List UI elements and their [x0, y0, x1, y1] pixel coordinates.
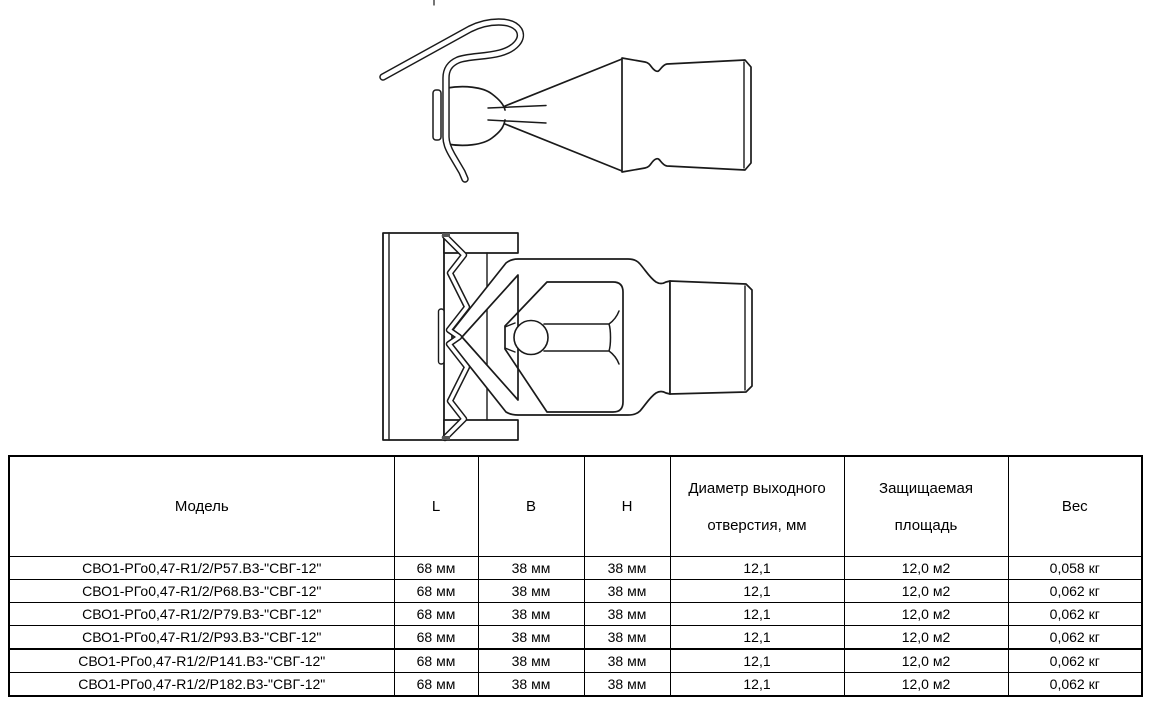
column-header-b: [478, 456, 584, 557]
column-header-area: [844, 456, 1008, 557]
column-header-h: [584, 456, 670, 557]
cell-weight: 0,058 кг: [1008, 557, 1142, 580]
ball: [514, 321, 548, 355]
cell-h: 38 мм: [584, 626, 670, 650]
cell-l: 68 мм: [394, 649, 478, 673]
cell-b: 38 мм: [478, 580, 584, 603]
deflector-hub-plate: [439, 309, 445, 364]
table-row: [9, 626, 1142, 650]
cell-h: 38 мм: [584, 649, 670, 673]
header-label-line: B: [525, 498, 536, 515]
header-label-line: Вес: [1061, 498, 1088, 515]
cell-diameter: 12,1: [670, 603, 844, 626]
cell-diameter: 12,1: [670, 626, 844, 650]
cell-area: 12,0 м2: [844, 626, 1008, 650]
cell-weight: 0,062 кг: [1008, 603, 1142, 626]
header-label-line: отверстия, мм: [707, 516, 807, 534]
table-row: [9, 603, 1142, 626]
cell-b: 38 мм: [478, 673, 584, 697]
cell-model: СВО1-РГо0,47-R1/2/Р57.В3-"СВГ-12": [9, 557, 394, 580]
deflector-plate-edge: [433, 90, 441, 140]
table-row: [9, 557, 1142, 580]
thread-ferrule-plan: [670, 281, 752, 394]
mounting-plate: [383, 233, 444, 440]
cell-h: 38 мм: [584, 557, 670, 580]
cell-area: 12,0 м2: [844, 649, 1008, 673]
cell-h: 38 мм: [584, 673, 670, 697]
header-label-line: Диаметр выходного: [688, 479, 826, 497]
cell-model: СВО1-РГо0,47-R1/2/Р68.В3-"СВГ-12": [9, 580, 394, 603]
cell-l: 68 мм: [394, 580, 478, 603]
cell-b: 38 мм: [478, 603, 584, 626]
header-label-line: Защищаемая: [879, 479, 973, 497]
vane-end-cap-bottom: [442, 436, 450, 440]
vane-end-cap-top: [442, 233, 450, 237]
column-header-l: [394, 456, 478, 557]
cell-weight: 0,062 кг: [1008, 626, 1142, 650]
cell-l: 68 мм: [394, 557, 478, 580]
header-label-line: L: [431, 498, 441, 515]
thread-ferrule: [622, 58, 751, 172]
deflector-star-vanes-core: [445, 236, 467, 438]
cell-b: 38 мм: [478, 557, 584, 580]
cell-l: 68 мм: [394, 626, 478, 650]
cell-l: 68 мм: [394, 603, 478, 626]
header-label-line: Модель: [174, 498, 229, 515]
cell-area: 12,0 м2: [844, 557, 1008, 580]
column-header-diameter: [670, 456, 844, 557]
cell-model: СВО1-РГо0,47-R1/2/Р93.В3-"СВГ-12": [9, 626, 394, 650]
cell-l: 68 мм: [394, 673, 478, 697]
cell-diameter: 12,1: [670, 580, 844, 603]
table-row: [9, 580, 1142, 603]
spec-table: [8, 455, 1143, 697]
bulb-outline: [447, 87, 505, 146]
sprinkler-plan-view-drawing: [383, 233, 752, 440]
cell-model: СВО1-РГо0,47-R1/2/Р141.В3-"СВГ-12": [9, 649, 394, 673]
header-label-line: H: [621, 498, 633, 515]
table-row: [9, 673, 1142, 697]
cell-diameter: 12,1: [670, 673, 844, 697]
cell-h: 38 мм: [584, 580, 670, 603]
column-header-weight: [1008, 456, 1142, 557]
cell-model: СВО1-РГо0,47-R1/2/Р79.В3-"СВГ-12": [9, 603, 394, 626]
nozzle-cone: [505, 59, 622, 171]
water-channel-lines: [488, 106, 546, 124]
sprinkler-side-view-drawing: [383, 0, 751, 179]
cell-h: 38 мм: [584, 603, 670, 626]
cell-diameter: 12,1: [670, 649, 844, 673]
header-row: [9, 456, 1142, 557]
header-label-line: площадь: [894, 516, 958, 534]
cell-b: 38 мм: [478, 649, 584, 673]
cell-area: 12,0 м2: [844, 580, 1008, 603]
column-header-model: [9, 456, 394, 557]
cell-model: СВО1-РГо0,47-R1/2/Р182.В3-"СВГ-12": [9, 673, 394, 697]
cell-b: 38 мм: [478, 626, 584, 650]
spec-table-header: [9, 456, 1142, 557]
cell-diameter: 12,1: [670, 557, 844, 580]
cell-weight: 0,062 кг: [1008, 580, 1142, 603]
cell-area: 12,0 м2: [844, 603, 1008, 626]
table-row: [9, 649, 1142, 673]
cell-weight: 0,062 кг: [1008, 673, 1142, 697]
cell-area: 12,0 м2: [844, 673, 1008, 697]
spec-table-body: [9, 557, 1142, 697]
cell-weight: 0,062 кг: [1008, 649, 1142, 673]
